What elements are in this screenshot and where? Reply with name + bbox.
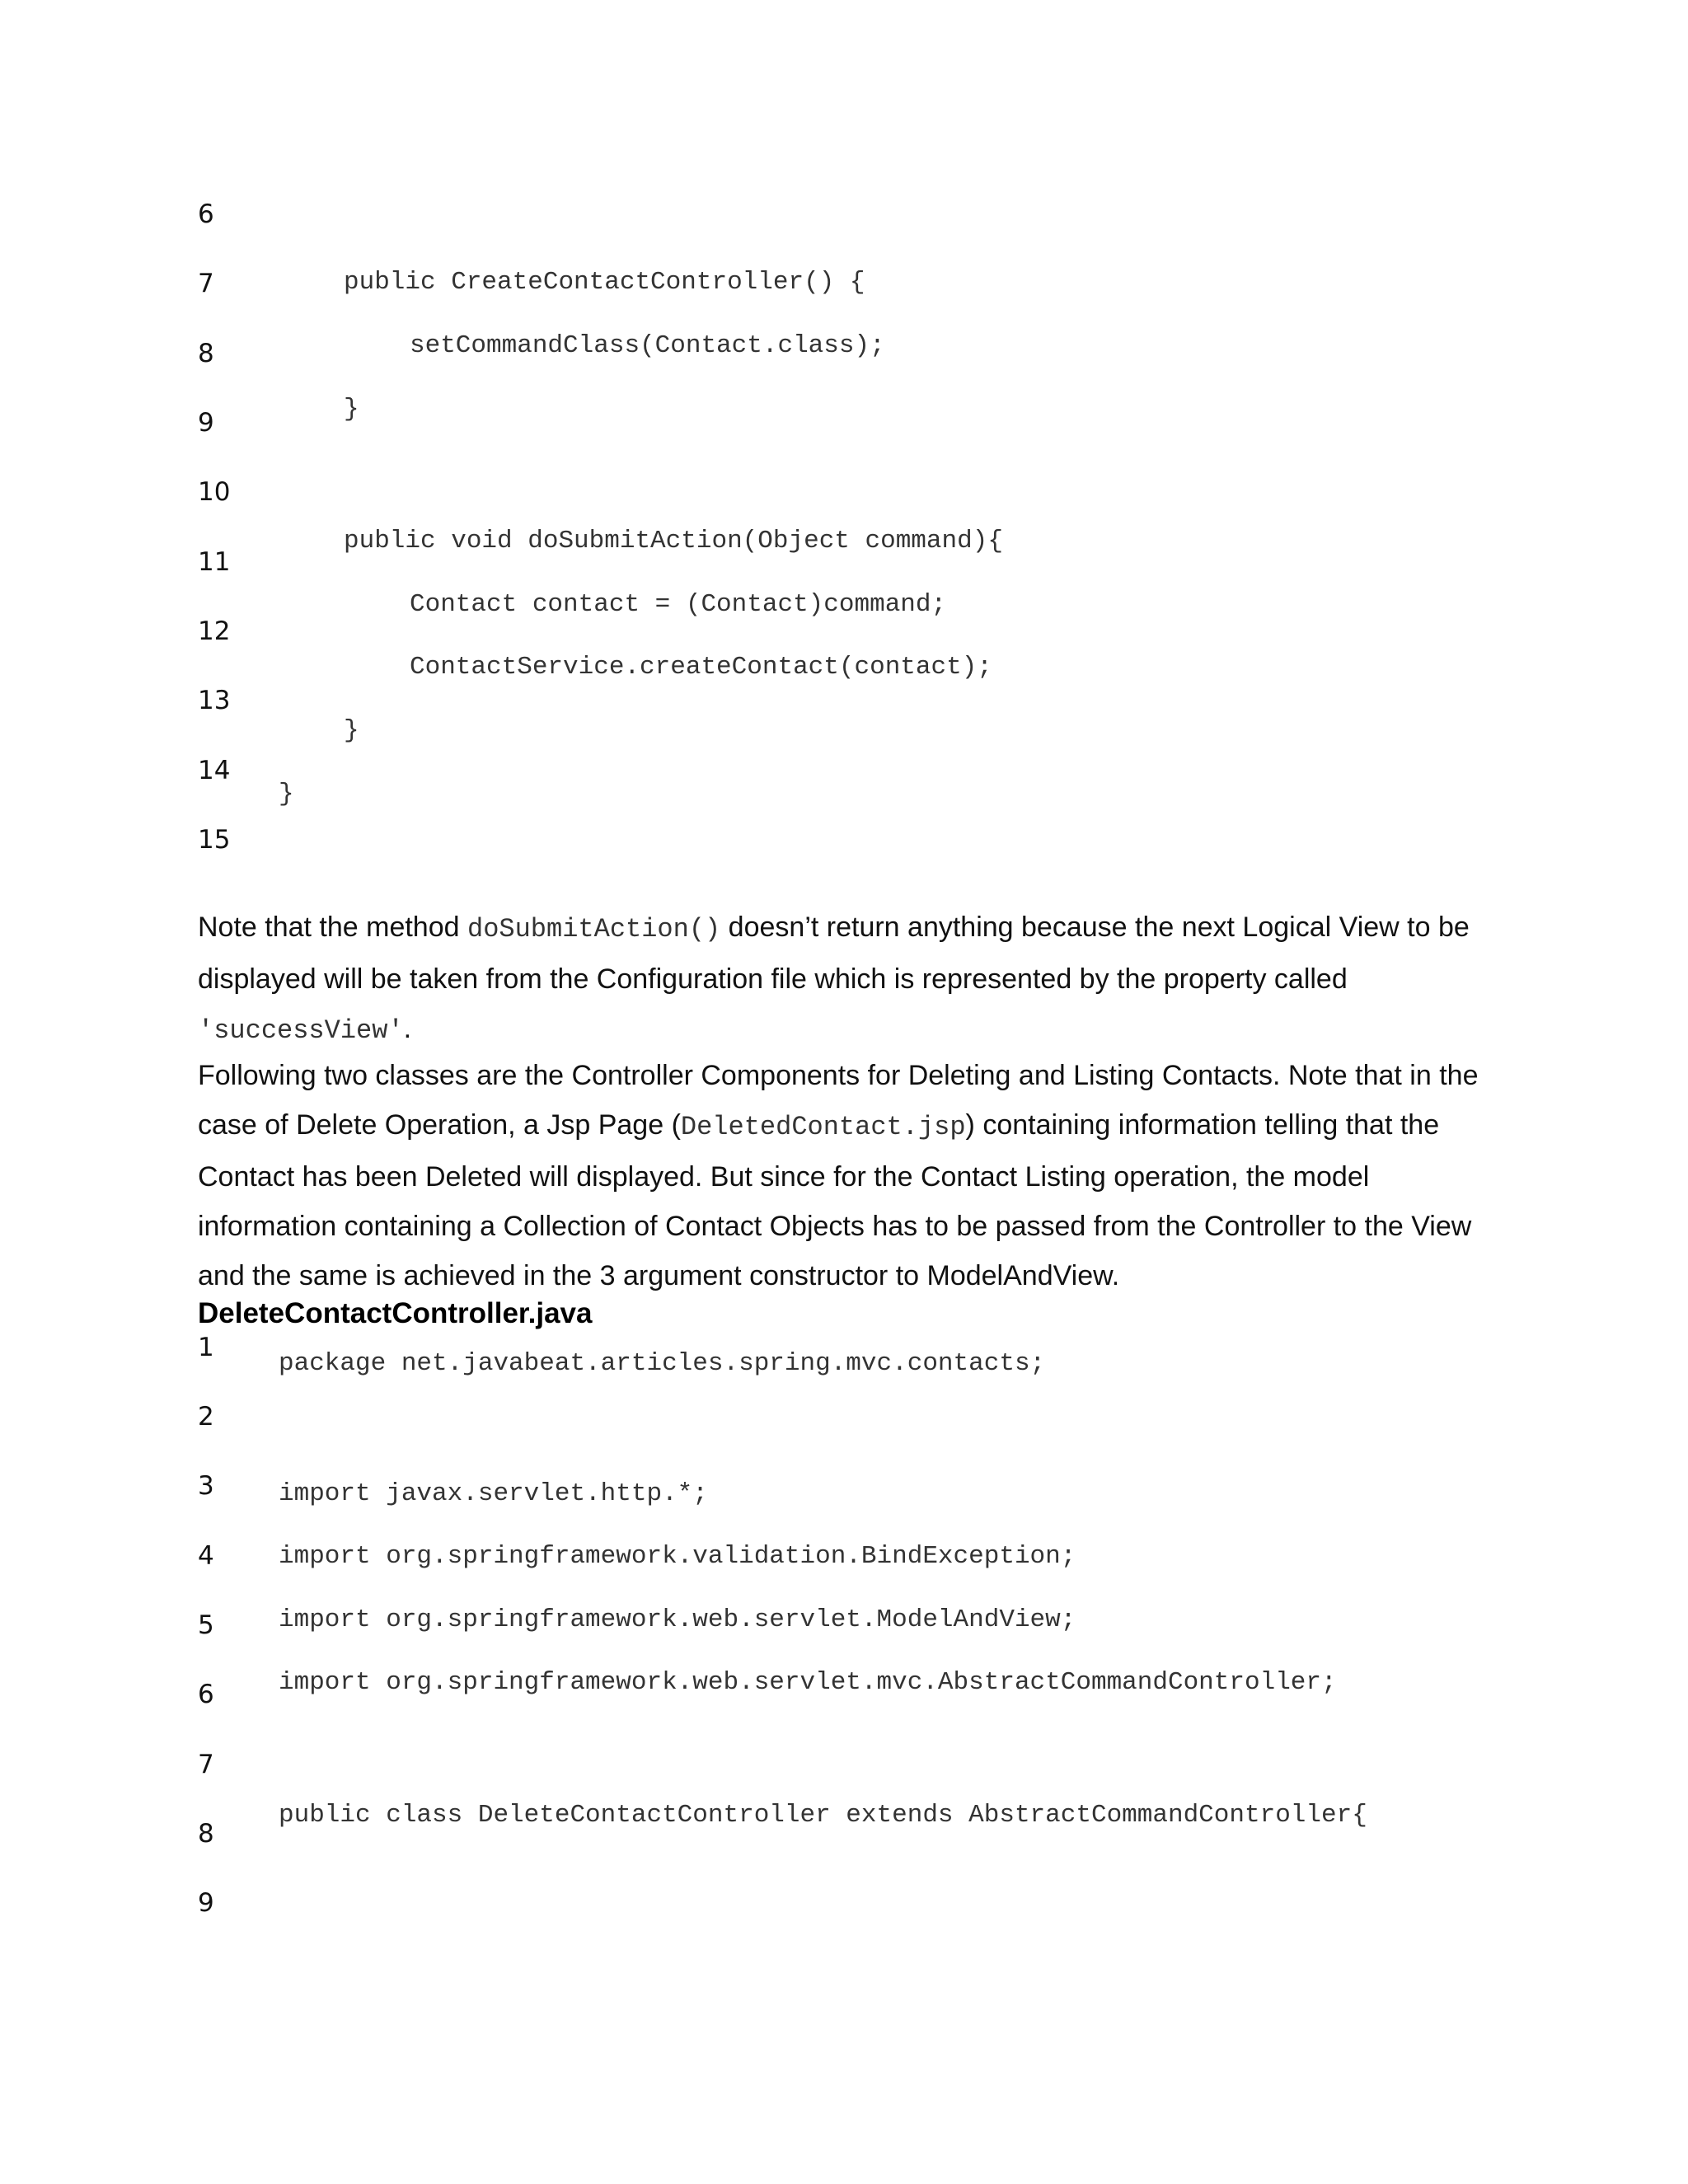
line-number: 7 bbox=[198, 269, 214, 298]
code-line: } bbox=[279, 780, 294, 808]
line-number: 12 bbox=[198, 616, 231, 646]
paragraph-controllers-note bbox=[198, 1051, 1500, 1301]
line-number: 2 bbox=[198, 1402, 214, 1432]
inline-code: 'successView' bbox=[198, 1015, 404, 1046]
line-number: 4 bbox=[198, 1541, 214, 1571]
line-number: 14 bbox=[198, 756, 231, 785]
line-number: 9 bbox=[198, 408, 214, 438]
line-number: 1 bbox=[198, 1333, 214, 1362]
paragraph-text: Note that the method bbox=[198, 912, 467, 943]
paragraph-text: doesn’t return anything because the next Logical View to be displayed will be taken from the Configuration file which is represented by the property called bbox=[198, 912, 1470, 995]
line-number: 9 bbox=[198, 1888, 214, 1918]
line-number: 10 bbox=[198, 477, 231, 507]
code-line: import org.springframework.validation.BindException; bbox=[279, 1542, 1076, 1571]
code-line: ContactService.createContact(contact); bbox=[410, 653, 992, 682]
inline-code: doSubmitAction() bbox=[467, 914, 721, 944]
paragraph-text: . bbox=[403, 1013, 412, 1044]
code-line: public class DeleteContactController extends AbstractCommandController{ bbox=[279, 1801, 1367, 1830]
line-number: 7 bbox=[198, 1750, 214, 1779]
line-number: 13 bbox=[198, 686, 231, 715]
file-heading: DeleteContactController.java bbox=[198, 1297, 593, 1329]
paragraph-text: ) containing information telling that the Contact has been Deleted will displayed. But since for the Contact Listing operation, the model information containing a Collection of Contact Objects has to be passed from the Controller to the View and the same is achieved in the 3 argument constructor to ModelAndView. bbox=[198, 1109, 1472, 1291]
code-line: import javax.servlet.http.*; bbox=[279, 1479, 708, 1508]
code-line: public void doSubmitAction(Object command){ bbox=[344, 527, 1003, 555]
code-line: import org.springframework.web.servlet.mvc.AbstractCommandController; bbox=[279, 1668, 1337, 1697]
paragraph-method-note bbox=[198, 902, 1500, 1056]
line-number: 6 bbox=[198, 1680, 214, 1709]
code-line: import org.springframework.web.servlet.ModelAndView; bbox=[279, 1605, 1076, 1634]
line-number: 3 bbox=[198, 1471, 214, 1501]
line-number: 6 bbox=[198, 199, 214, 229]
line-number: 8 bbox=[198, 1819, 214, 1849]
code-line: } bbox=[344, 716, 359, 745]
paragraph-text: Following two classes are the Controller Components for Deleting and Listing Contacts. Note that in the case of Delete Operation, a Jsp Page ( bbox=[198, 1060, 1479, 1141]
line-number: 5 bbox=[198, 1610, 214, 1640]
code-line: Contact contact = (Contact)command; bbox=[410, 590, 947, 619]
code-line: setCommandClass(Contact.class); bbox=[410, 331, 885, 360]
line-number: 15 bbox=[198, 825, 231, 855]
line-number: 8 bbox=[198, 339, 214, 368]
line-number: 11 bbox=[198, 547, 231, 577]
code-line: } bbox=[344, 395, 359, 424]
code-line: public CreateContactController() { bbox=[344, 268, 865, 297]
inline-code: DeletedContact.jsp bbox=[680, 1112, 966, 1142]
code-line: package net.javabeat.articles.spring.mvc.contacts; bbox=[279, 1349, 1046, 1378]
